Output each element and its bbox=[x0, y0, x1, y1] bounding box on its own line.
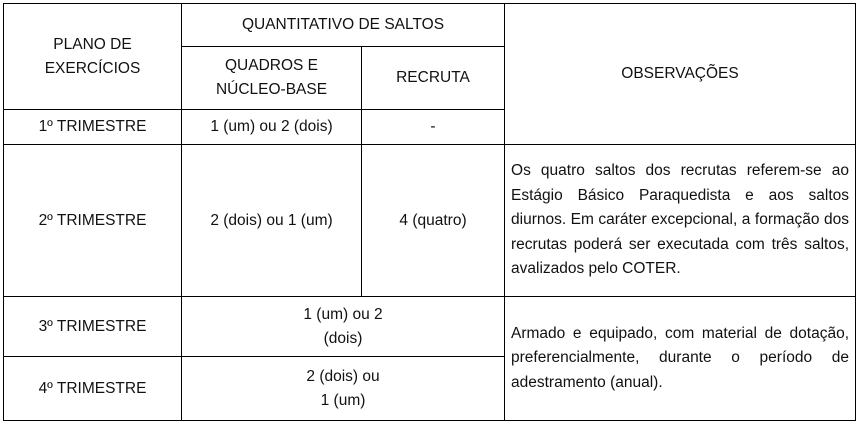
row-1-plano: 1º TRIMESTRE bbox=[4, 110, 182, 145]
row-2-quadros: 2 (dois) ou 1 (um) bbox=[182, 145, 362, 297]
header-plano: PLANO DE EXERCÍCIOS bbox=[4, 4, 182, 110]
row-4-quantitativo: 2 (dois) ou 1 (um) bbox=[182, 357, 505, 421]
row-4-plano: 4º TRIMESTRE bbox=[4, 357, 182, 421]
jump-schedule-table bbox=[3, 3, 856, 421]
table-row bbox=[4, 297, 856, 357]
row-2-observacoes: Os quatro saltos dos recrutas referem-se ao Estágio Básico Paraquedista e aos saltos diurnos. Em caráter excepcional, a formação dos recrutas poderá ser executada com três saltos, avalizados pelo COTER. bbox=[505, 145, 856, 297]
row-3-quantitativo: 1 (um) ou 2 (dois) bbox=[182, 297, 505, 357]
row-2-recruta: 4 (quatro) bbox=[362, 145, 505, 297]
row-1-recruta: - bbox=[362, 110, 505, 145]
header-quantitativo: QUANTITATIVO DE SALTOS bbox=[182, 4, 505, 47]
row-3-plano: 3º TRIMESTRE bbox=[4, 297, 182, 357]
header-observacoes: OBSERVAÇÕES bbox=[505, 4, 856, 145]
row-1-quadros: 1 (um) ou 2 (dois) bbox=[182, 110, 362, 145]
observacoes-3-4: Armado e equipado, com material de dotação, preferencialmente, durante o período de adestramento (anual). bbox=[505, 297, 856, 421]
table-row bbox=[4, 145, 856, 297]
header-recruta: RECRUTA bbox=[362, 47, 505, 110]
header-quadros: QUADROS E NÚCLEO-BASE bbox=[182, 47, 362, 110]
row-2-plano: 2º TRIMESTRE bbox=[4, 145, 182, 297]
